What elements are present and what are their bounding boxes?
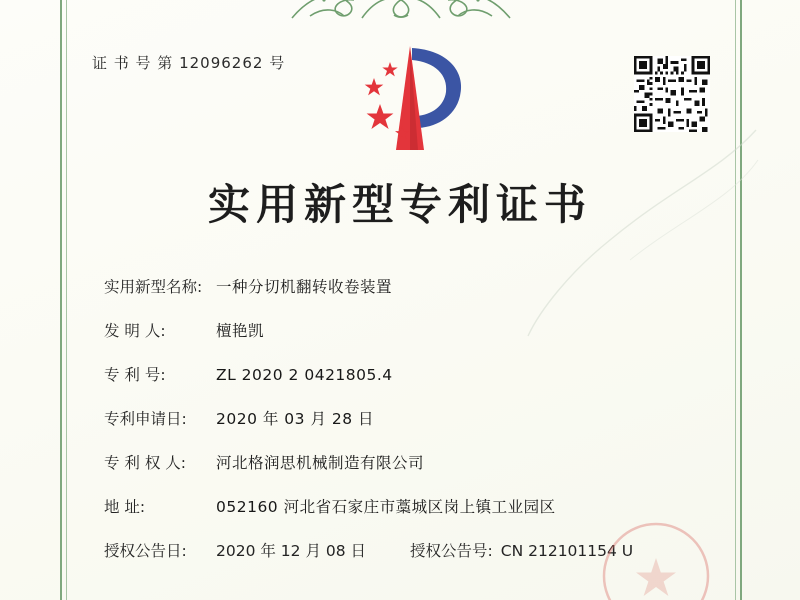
field-label: 实用新型名称:	[104, 278, 203, 296]
field-value: 一种分切机翻转收卷装置	[216, 278, 393, 296]
field-label: 地 址:	[104, 498, 146, 516]
field-value: 檀艳凯	[216, 322, 265, 340]
field-row-patent-number	[104, 363, 700, 385]
field-label: 专利申请日:	[104, 410, 187, 428]
cnipa-logo	[340, 42, 480, 157]
field-label: 专 利 号:	[104, 366, 166, 384]
field-value: ZL 2020 2 0421805.4	[216, 366, 393, 384]
field-row-utility-model-name	[104, 275, 700, 297]
field-label-publication-number: 授权公告号:	[410, 542, 493, 560]
grant-publication-number-group	[410, 539, 633, 561]
certificate-fields	[104, 275, 700, 583]
field-value: 河北格润思机械制造有限公司	[216, 454, 425, 472]
field-label: 专 利 权 人:	[104, 454, 187, 472]
page-title: 实用新型专利证书	[207, 180, 592, 229]
field-row-inventor	[104, 319, 700, 341]
ornament-band-icon	[62, 0, 740, 22]
field-value-grant-date: 2020 年 12 月 08 日	[216, 542, 367, 560]
field-value: 2020 年 03 月 28 日	[216, 410, 375, 428]
field-row-application-date	[104, 407, 700, 429]
field-label: 发 明 人:	[104, 322, 166, 340]
field-value: 052160 河北省石家庄市藁城区岗上镇工业园区	[216, 498, 556, 516]
field-value-publication-number: CN 212101154 U	[500, 542, 634, 560]
field-label-grant-date: 授权公告日:	[104, 542, 187, 560]
qr-code	[634, 56, 710, 132]
certificate-number: 证 书 号 第 12096262 号	[92, 54, 286, 72]
field-row-grant-publication	[104, 539, 700, 561]
field-row-address	[104, 495, 700, 517]
field-row-patentee	[104, 451, 700, 473]
